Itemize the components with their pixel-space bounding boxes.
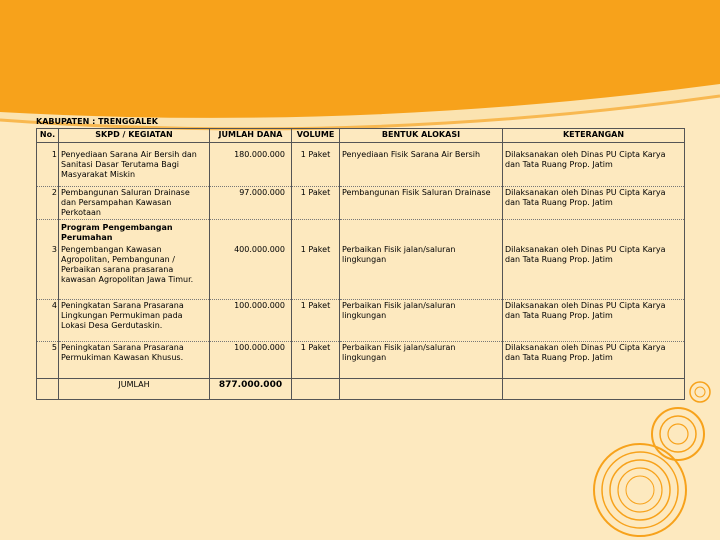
total-value: 877.000.000: [210, 379, 292, 400]
decorative-circles: [590, 380, 720, 540]
row-keterangan: Dilaksanakan oleh Dinas PU Cipta Karya dan Tata Ruang Prop. Jatim: [503, 300, 685, 342]
row-number: 3: [37, 244, 59, 300]
col-keterangan-header: KETERANGAN: [503, 129, 685, 143]
row-kegiatan: Peningkatan Sarana Prasarana Permukiman Kawasan Khusus.: [59, 342, 210, 379]
row-number: 1: [37, 149, 59, 187]
table-row: [37, 149, 685, 187]
row-volume: 1 Paket: [292, 149, 340, 187]
row-kegiatan: Pengembangan Kawasan Agropolitan, Pembangunan / Perbaikan sarana prasarana kawasan Agropolitan Jawa Timur.: [59, 244, 210, 300]
row-bentuk: Perbaikan Fisik jalan/saluran lingkungan: [340, 300, 503, 342]
row-number: 2: [37, 187, 59, 220]
table-row: [37, 244, 685, 300]
row-dana: 400.000.000: [210, 244, 292, 300]
row-volume: 1 Paket: [292, 244, 340, 300]
section-title: Program Pengembangan Perumahan: [59, 220, 210, 244]
row-kegiatan: Penyediaan Sarana Air Bersih dan Sanitasi Dasar Terutama Bagi Masyarakat Miskin: [59, 149, 210, 187]
col-dana-header: JUMLAH DANA: [210, 129, 292, 143]
row-dana: 180.000.000: [210, 149, 292, 187]
total-row: [37, 379, 685, 400]
row-dana: 100.000.000: [210, 342, 292, 379]
table-header-row: [37, 129, 685, 143]
row-bentuk: Penyediaan Fisik Sarana Air Bersih: [340, 149, 503, 187]
row-number: 4: [37, 300, 59, 342]
row-dana: 100.000.000: [210, 300, 292, 342]
row-kegiatan: Peningkatan Sarana Prasarana Lingkungan Permukiman pada Lokasi Desa Gerdutaskin.: [59, 300, 210, 342]
row-volume: 1 Paket: [292, 187, 340, 220]
row-keterangan: Dilaksanakan oleh Dinas PU Cipta Karya dan Tata Ruang Prop. Jatim: [503, 187, 685, 220]
table-row: [37, 187, 685, 220]
allocation-table: [36, 128, 685, 400]
row-bentuk: Pembangunan Fisik Saluran Drainase: [340, 187, 503, 220]
row-keterangan: Dilaksanakan oleh Dinas PU Cipta Karya dan Tata Ruang Prop. Jatim: [503, 149, 685, 187]
col-bentuk-header: BENTUK ALOKASI: [340, 129, 503, 143]
row-keterangan: Dilaksanakan oleh Dinas PU Cipta Karya dan Tata Ruang Prop. Jatim: [503, 342, 685, 379]
row-dana: 97.000.000: [210, 187, 292, 220]
total-label: JUMLAH: [59, 379, 210, 400]
kabupaten-label: KABUPATEN : TRENGGALEK: [36, 117, 158, 126]
row-volume: 1 Paket: [292, 342, 340, 379]
row-bentuk: Perbaikan Fisik jalan/saluran lingkungan: [340, 244, 503, 300]
table-row: [37, 300, 685, 342]
row-volume: 1 Paket: [292, 300, 340, 342]
section-row: [37, 220, 685, 244]
table-row: [37, 342, 685, 379]
row-keterangan: Dilaksanakan oleh Dinas PU Cipta Karya dan Tata Ruang Prop. Jatim: [503, 244, 685, 300]
row-number: 5: [37, 342, 59, 379]
col-no-header: No.: [37, 129, 59, 143]
col-kegiatan-header: SKPD / KEGIATAN: [59, 129, 210, 143]
row-bentuk: Perbaikan Fisik jalan/saluran lingkungan: [340, 342, 503, 379]
col-volume-header: VOLUME: [292, 129, 340, 143]
row-kegiatan: Pembangunan Saluran Drainase dan Persampahan Kawasan Perkotaan: [59, 187, 210, 220]
